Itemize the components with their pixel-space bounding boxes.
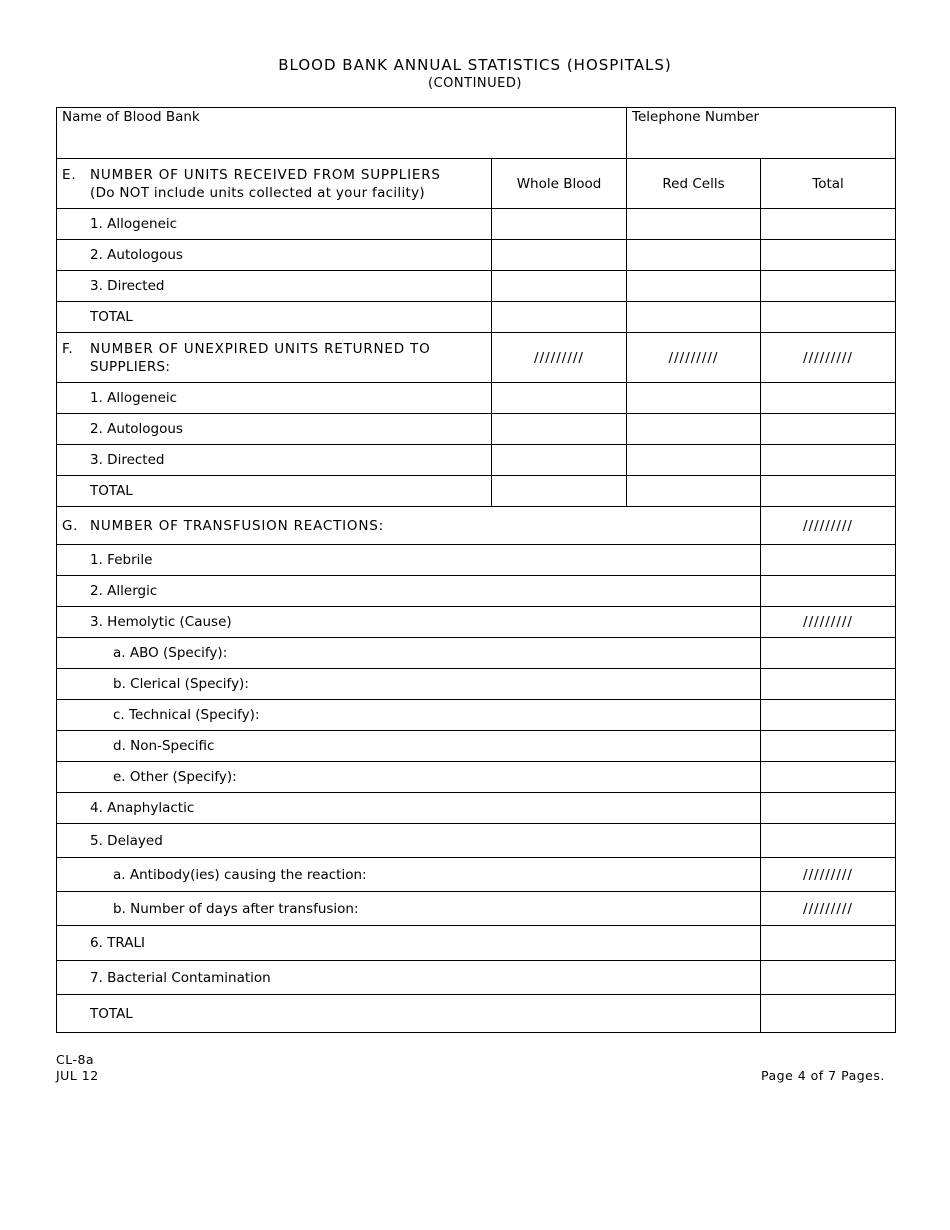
- table-row: [57, 892, 896, 926]
- row-label: 1. Allogeneic: [57, 383, 492, 414]
- section-f-title: NUMBER OF UNEXPIRED UNITS RETURNED TO: [90, 340, 431, 357]
- row-label: TOTAL: [57, 302, 492, 333]
- not-applicable-mark: /////////: [761, 507, 896, 545]
- row-label: c. Technical (Specify):: [57, 700, 761, 731]
- section-f-title-continued: SUPPLIERS:: [90, 358, 171, 375]
- form-date: JUL 12: [56, 1068, 99, 1083]
- section-e-title: NUMBER OF UNITS RECEIVED FROM SUPPLIERS: [90, 166, 441, 183]
- f-total-red-cells-input[interactable]: [627, 476, 761, 507]
- table-row: [57, 576, 896, 607]
- row-label: 2. Allergic: [57, 576, 761, 607]
- table-row: [57, 240, 896, 271]
- row-label: 1. Allogeneic: [57, 209, 492, 240]
- section-g-letter: G.: [62, 517, 79, 534]
- column-header-whole-blood: Whole Blood: [492, 159, 627, 209]
- blood-bank-name-field[interactable]: [57, 108, 627, 159]
- row-label: b. Clerical (Specify):: [57, 669, 761, 700]
- table-row: [57, 995, 896, 1033]
- section-e-title-cell: [57, 159, 492, 209]
- section-f-letter: F.: [62, 340, 74, 357]
- e-autologous-total-input[interactable]: [761, 240, 896, 271]
- row-label: 6. TRALI: [57, 926, 761, 961]
- f-autologous-total-input[interactable]: [761, 414, 896, 445]
- g-other-total-input[interactable]: [761, 762, 896, 793]
- page-number: Page 4 of 7 Pages.: [761, 1068, 885, 1083]
- f-total-whole-blood-input[interactable]: [492, 476, 627, 507]
- section-e-letter: E.: [62, 166, 77, 183]
- row-label: 7. Bacterial Contamination: [57, 961, 761, 995]
- statistics-form-table: [56, 107, 896, 1033]
- row-label: 2. Autologous: [57, 414, 492, 445]
- table-row: [57, 793, 896, 824]
- e-directed-total-input[interactable]: [761, 271, 896, 302]
- form-title: BLOOD BANK ANNUAL STATISTICS (HOSPITALS): [278, 56, 672, 74]
- row-label: d. Non-Specific: [57, 731, 761, 762]
- g-febrile-total-input[interactable]: [761, 545, 896, 576]
- not-applicable-mark: /////////: [761, 892, 896, 926]
- e-total-whole-blood-input[interactable]: [492, 302, 627, 333]
- e-autologous-red-cells-input[interactable]: [627, 240, 761, 271]
- g-bacterial-total-input[interactable]: [761, 961, 896, 995]
- table-row: [57, 445, 896, 476]
- e-allogeneic-red-cells-input[interactable]: [627, 209, 761, 240]
- section-g-title: NUMBER OF TRANSFUSION REACTIONS:: [90, 517, 384, 534]
- e-autologous-whole-blood-input[interactable]: [492, 240, 627, 271]
- e-total-red-cells-input[interactable]: [627, 302, 761, 333]
- table-row: [57, 762, 896, 793]
- row-label: a. ABO (Specify):: [57, 638, 761, 669]
- section-g-title-cell: [57, 507, 761, 545]
- table-row: [57, 824, 896, 858]
- table-row: [57, 271, 896, 302]
- column-header-total: Total: [761, 159, 896, 209]
- section-f-title-cell: [57, 333, 492, 383]
- e-allogeneic-whole-blood-input[interactable]: [492, 209, 627, 240]
- row-label: 4. Anaphylactic: [57, 793, 761, 824]
- row-label: a. Antibody(ies) causing the reaction:: [57, 858, 761, 892]
- table-row: [57, 545, 896, 576]
- table-row: [57, 858, 896, 892]
- column-header-red-cells: Red Cells: [627, 159, 761, 209]
- row-label: 3. Directed: [57, 271, 492, 302]
- section-e-header: [57, 159, 896, 209]
- table-row: [57, 731, 896, 762]
- f-total-total-input[interactable]: [761, 476, 896, 507]
- e-directed-red-cells-input[interactable]: [627, 271, 761, 302]
- f-allogeneic-total-input[interactable]: [761, 383, 896, 414]
- table-row: [57, 669, 896, 700]
- g-anaphylactic-total-input[interactable]: [761, 793, 896, 824]
- table-row: [57, 961, 896, 995]
- row-label: TOTAL: [57, 995, 761, 1033]
- f-directed-total-input[interactable]: [761, 445, 896, 476]
- table-row: [57, 638, 896, 669]
- g-delayed-total-input[interactable]: [761, 824, 896, 858]
- e-allogeneic-total-input[interactable]: [761, 209, 896, 240]
- not-applicable-mark: /////////: [761, 607, 896, 638]
- identification-row: [57, 108, 896, 159]
- f-allogeneic-whole-blood-input[interactable]: [492, 383, 627, 414]
- not-applicable-mark: /////////: [492, 333, 627, 383]
- row-label: 3. Hemolytic (Cause): [57, 607, 761, 638]
- g-technical-total-input[interactable]: [761, 700, 896, 731]
- f-autologous-red-cells-input[interactable]: [627, 414, 761, 445]
- g-trali-total-input[interactable]: [761, 926, 896, 961]
- not-applicable-mark: /////////: [761, 333, 896, 383]
- table-row: [57, 414, 896, 445]
- table-row: [57, 476, 896, 507]
- f-autologous-whole-blood-input[interactable]: [492, 414, 627, 445]
- g-nonspecific-total-input[interactable]: [761, 731, 896, 762]
- g-total-input[interactable]: [761, 995, 896, 1033]
- not-applicable-mark: /////////: [627, 333, 761, 383]
- e-total-total-input[interactable]: [761, 302, 896, 333]
- row-label: e. Other (Specify):: [57, 762, 761, 793]
- section-f-header: [57, 333, 896, 383]
- table-row: [57, 302, 896, 333]
- row-label: 2. Autologous: [57, 240, 492, 271]
- row-label: b. Number of days after transfusion:: [57, 892, 761, 926]
- row-label: 3. Directed: [57, 445, 492, 476]
- e-directed-whole-blood-input[interactable]: [492, 271, 627, 302]
- blood-bank-name-label: Name of Blood Bank: [62, 109, 200, 125]
- not-applicable-mark: /////////: [761, 858, 896, 892]
- section-g-header: [57, 507, 896, 545]
- row-label: TOTAL: [57, 476, 492, 507]
- form-subtitle: (CONTINUED): [428, 76, 522, 91]
- f-directed-whole-blood-input[interactable]: [492, 445, 627, 476]
- table-row: [57, 607, 896, 638]
- telephone-number-label: Telephone Number: [632, 109, 760, 125]
- form-code: CL-8a: [56, 1052, 95, 1067]
- row-label: 5. Delayed: [57, 824, 761, 858]
- g-abo-total-input[interactable]: [761, 638, 896, 669]
- table-row: [57, 209, 896, 240]
- table-row: [57, 383, 896, 414]
- g-clerical-total-input[interactable]: [761, 669, 896, 700]
- f-allogeneic-red-cells-input[interactable]: [627, 383, 761, 414]
- row-label: 1. Febrile: [57, 545, 761, 576]
- section-e-note: (Do NOT include units collected at your facility): [90, 184, 425, 201]
- g-allergic-total-input[interactable]: [761, 576, 896, 607]
- f-directed-red-cells-input[interactable]: [627, 445, 761, 476]
- table-row: [57, 926, 896, 961]
- table-row: [57, 700, 896, 731]
- telephone-number-field[interactable]: [627, 108, 896, 159]
